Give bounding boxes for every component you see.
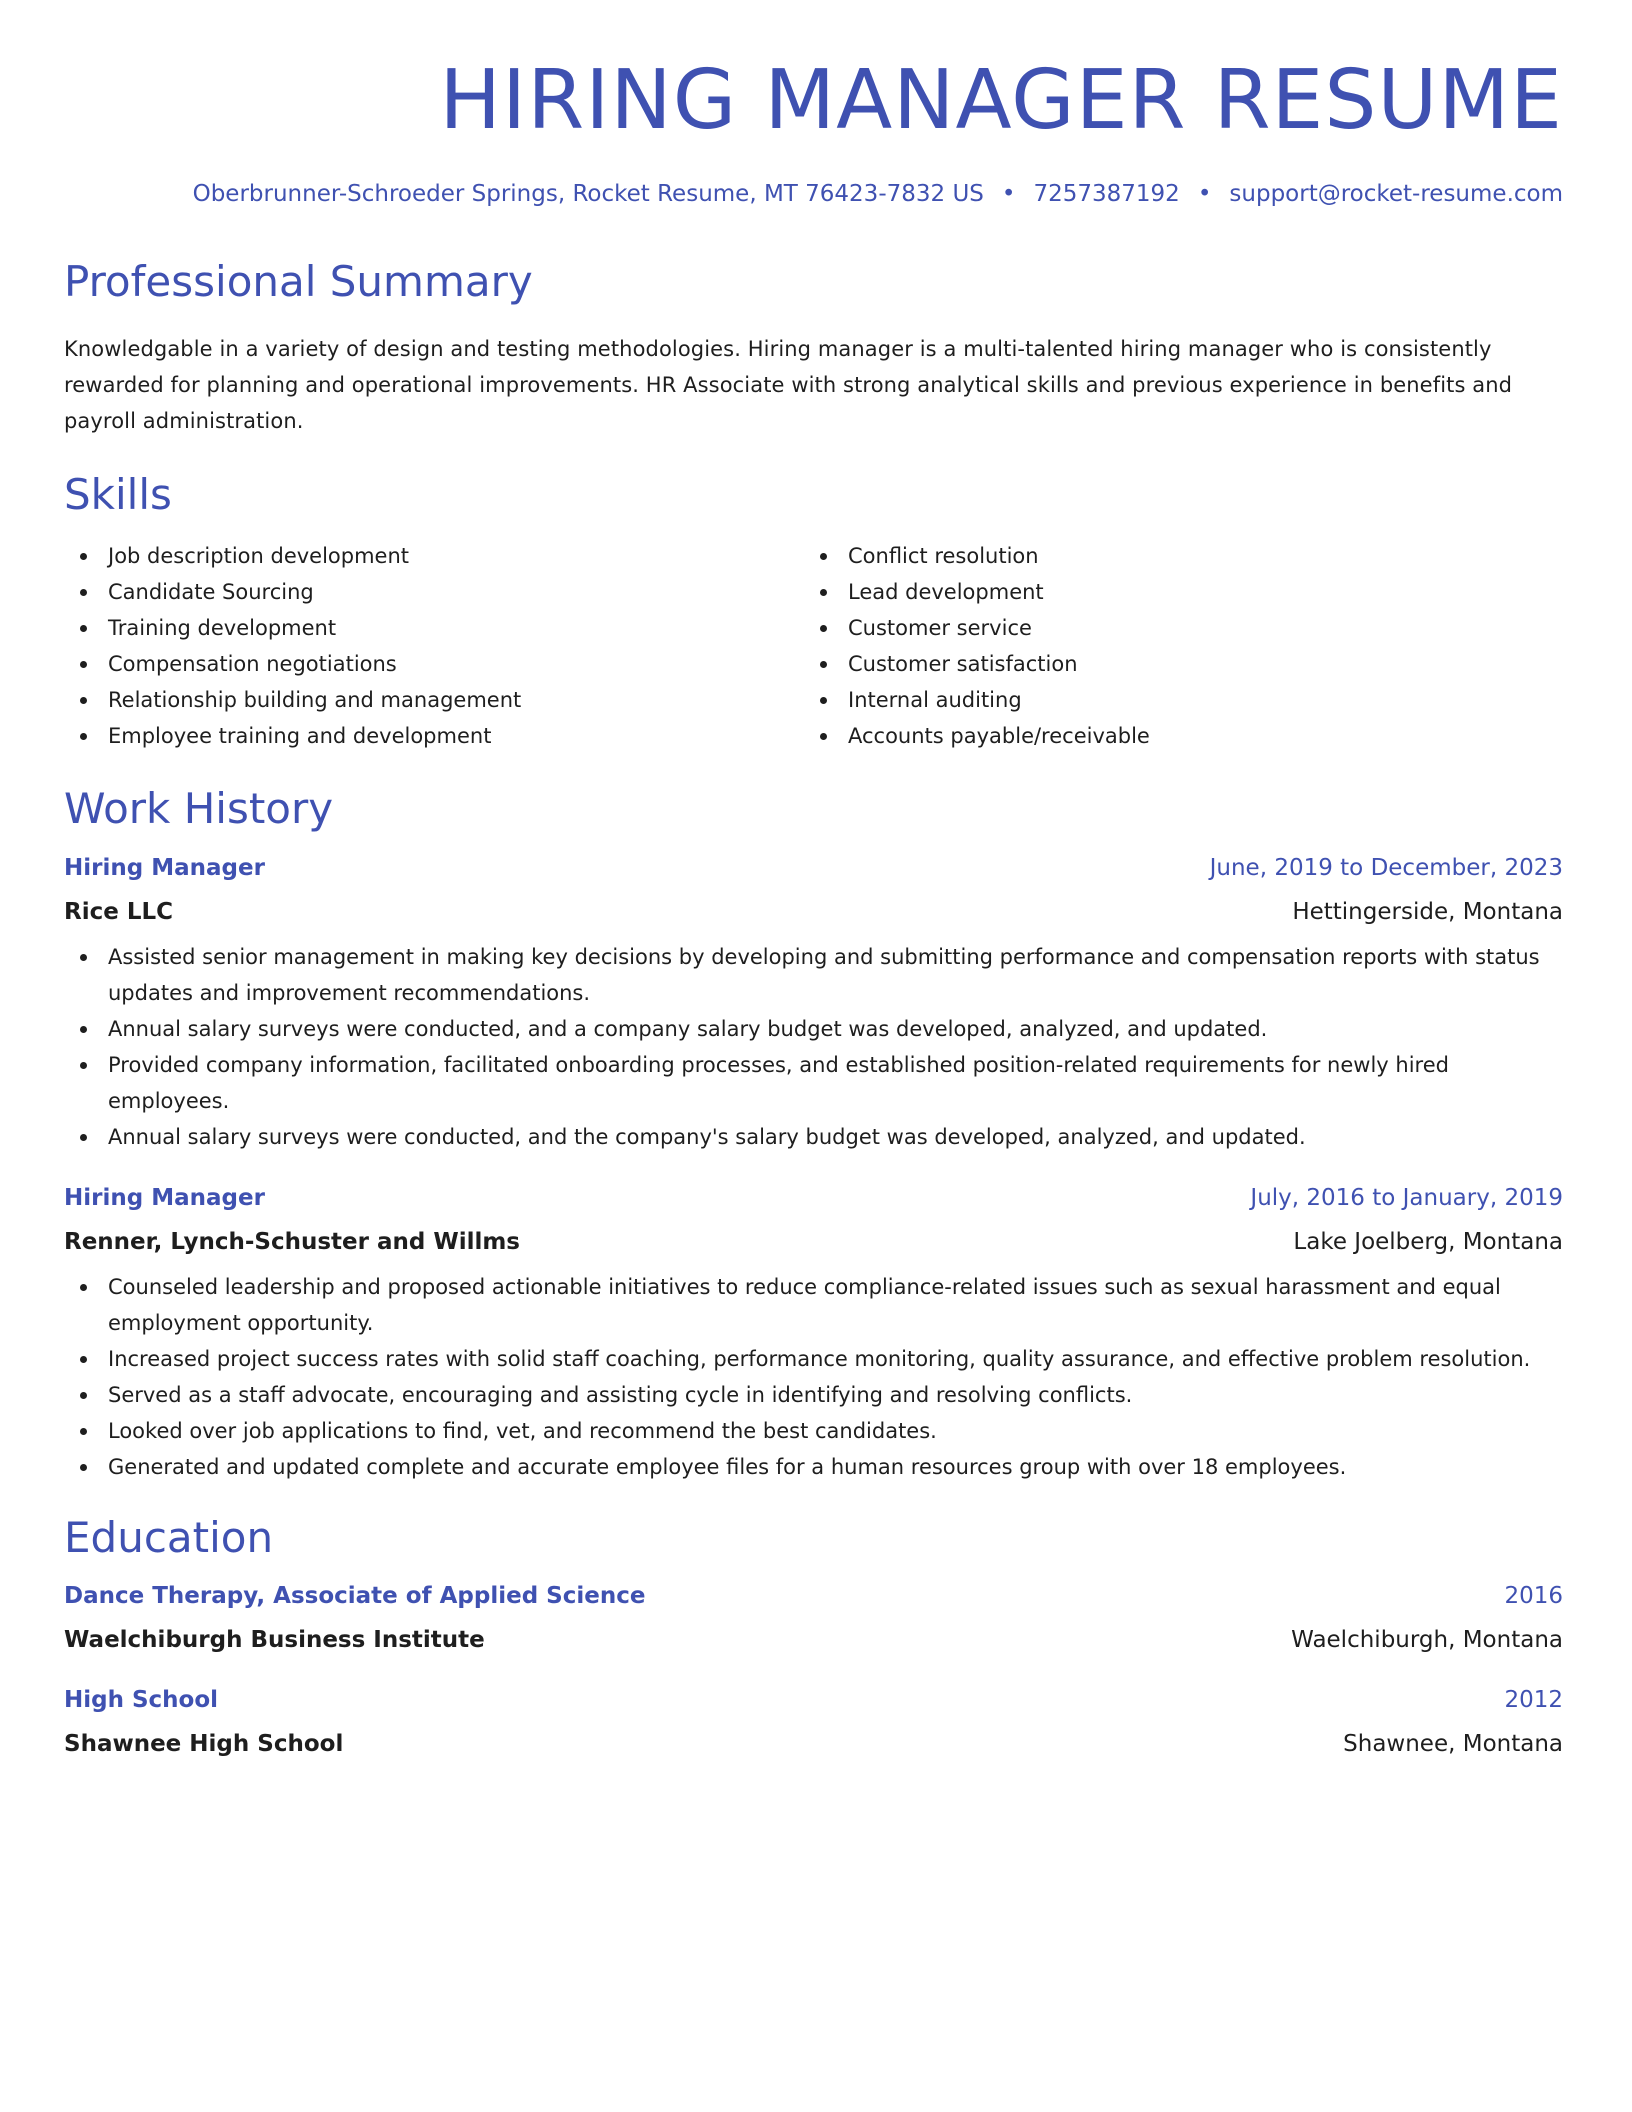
contact-email: support@rocket-resume.com	[1229, 181, 1563, 207]
resume-header	[64, 53, 1563, 207]
job-title-row	[64, 855, 1563, 881]
education-location: Waelchiburgh, Montana	[1291, 1626, 1563, 1653]
contact-line	[64, 181, 1563, 207]
skill-item: Accounts payable/receivable	[804, 718, 1544, 754]
job-company-row	[64, 1219, 1563, 1255]
job-dates: July, 2016 to January, 2019	[1250, 1184, 1563, 1211]
education-degree: Dance Therapy, Associate of Applied Science	[64, 1582, 646, 1609]
skill-item: Compensation negotiations	[64, 646, 804, 682]
skill-item: Lead development	[804, 574, 1544, 610]
education-school-row	[64, 1721, 1563, 1757]
education-degree-row	[64, 1687, 1563, 1713]
skill-item: Customer service	[804, 610, 1544, 646]
section-heading-skills: Skills	[64, 470, 172, 520]
job-title: Hiring Manager	[64, 854, 265, 881]
skills-column-right	[804, 538, 1544, 754]
job-bullet: Looked over job applications to find, vet, and recommend the best candidates.	[64, 1413, 1563, 1449]
skill-item: Relationship building and management	[64, 682, 804, 718]
job-location: Lake Joelberg, Montana	[1293, 1228, 1563, 1255]
job-bullet: Annual salary surveys were conducted, and the company's salary budget was developed, analyzed, and updated.	[64, 1119, 1563, 1155]
education-degree: High School	[64, 1686, 219, 1713]
job-dates: June, 2019 to December, 2023	[1209, 854, 1563, 881]
skills-list	[64, 538, 1563, 754]
job-company: Renner, Lynch-Schuster and Willms	[64, 1228, 521, 1255]
job-bullet: Provided company information, facilitated onboarding processes, and established position-related requirements for newly hired employees.	[64, 1047, 1563, 1119]
resume-title: HIRING MANAGER RESUME	[439, 53, 1563, 148]
job-bullet: Counseled leadership and proposed actionable initiatives to reduce compliance-related issues such as sexual harassment and equal employment opportunity.	[64, 1269, 1563, 1341]
education-entry	[64, 1583, 1563, 1653]
summary-text: Knowledgable in a variety of design and testing methodologies. Hiring manager is a multi-talented hiring manager who is consistently rewarded for planning and operational improvements. HR Associate with strong analytical skills and previous experience in benefits and payroll administration.	[64, 337, 1513, 434]
skill-item: Job description development	[64, 538, 804, 574]
job-title-row	[64, 1185, 1563, 1211]
section-heading-summary: Professional Summary	[64, 257, 533, 306]
job-bullet: Assisted senior management in making key decisions by developing and submitting performance and compensation reports with status updates and improvement recommendations.	[64, 939, 1563, 1011]
skill-item: Conflict resolution	[804, 538, 1544, 574]
skill-item: Internal auditing	[804, 682, 1544, 718]
skills-column-left	[64, 538, 804, 754]
section-heading-education: Education	[64, 1512, 274, 1562]
education-year: 2012	[1504, 1686, 1563, 1713]
job-bullet: Increased project success rates with solid staff coaching, performance monitoring, quality assurance, and effective problem resolution.	[64, 1341, 1563, 1377]
education-degree-row	[64, 1583, 1563, 1609]
job-bullet: Annual salary surveys were conducted, and a company salary budget was developed, analyzed, and updated.	[64, 1011, 1563, 1047]
job-bullets	[64, 939, 1563, 1155]
education-location: Shawnee, Montana	[1343, 1730, 1563, 1757]
resume-page	[64, 0, 1563, 1757]
skill-item: Employee training and development	[64, 718, 804, 754]
job-company: Rice LLC	[64, 898, 174, 925]
job-location: Hettingerside, Montana	[1292, 898, 1563, 925]
contact-separator: •	[1197, 181, 1212, 207]
job-title: Hiring Manager	[64, 1184, 265, 1211]
job-bullets	[64, 1269, 1563, 1485]
job-company-row	[64, 889, 1563, 925]
education-year: 2016	[1504, 1582, 1563, 1609]
skill-item: Candidate Sourcing	[64, 574, 804, 610]
skill-item: Training development	[64, 610, 804, 646]
section-heading-work: Work History	[64, 784, 334, 834]
job-bullet: Served as a staff advocate, encouraging and assisting cycle in identifying and resolving conflicts.	[64, 1377, 1563, 1413]
job-entry	[64, 855, 1563, 1155]
contact-phone: 7257387192	[1033, 181, 1180, 207]
contact-separator: •	[1001, 181, 1016, 207]
skill-item: Customer satisfaction	[804, 646, 1544, 682]
education-school-row	[64, 1617, 1563, 1653]
education-school: Shawnee High School	[64, 1730, 344, 1757]
job-entry	[64, 1185, 1563, 1485]
job-bullet: Generated and updated complete and accurate employee files for a human resources group with over 18 employees.	[64, 1449, 1563, 1485]
education-school: Waelchiburgh Business Institute	[64, 1626, 485, 1653]
contact-address: Oberbrunner-Schroeder Springs, Rocket Resume, MT 76423-7832 US	[192, 181, 984, 207]
education-entry	[64, 1687, 1563, 1757]
